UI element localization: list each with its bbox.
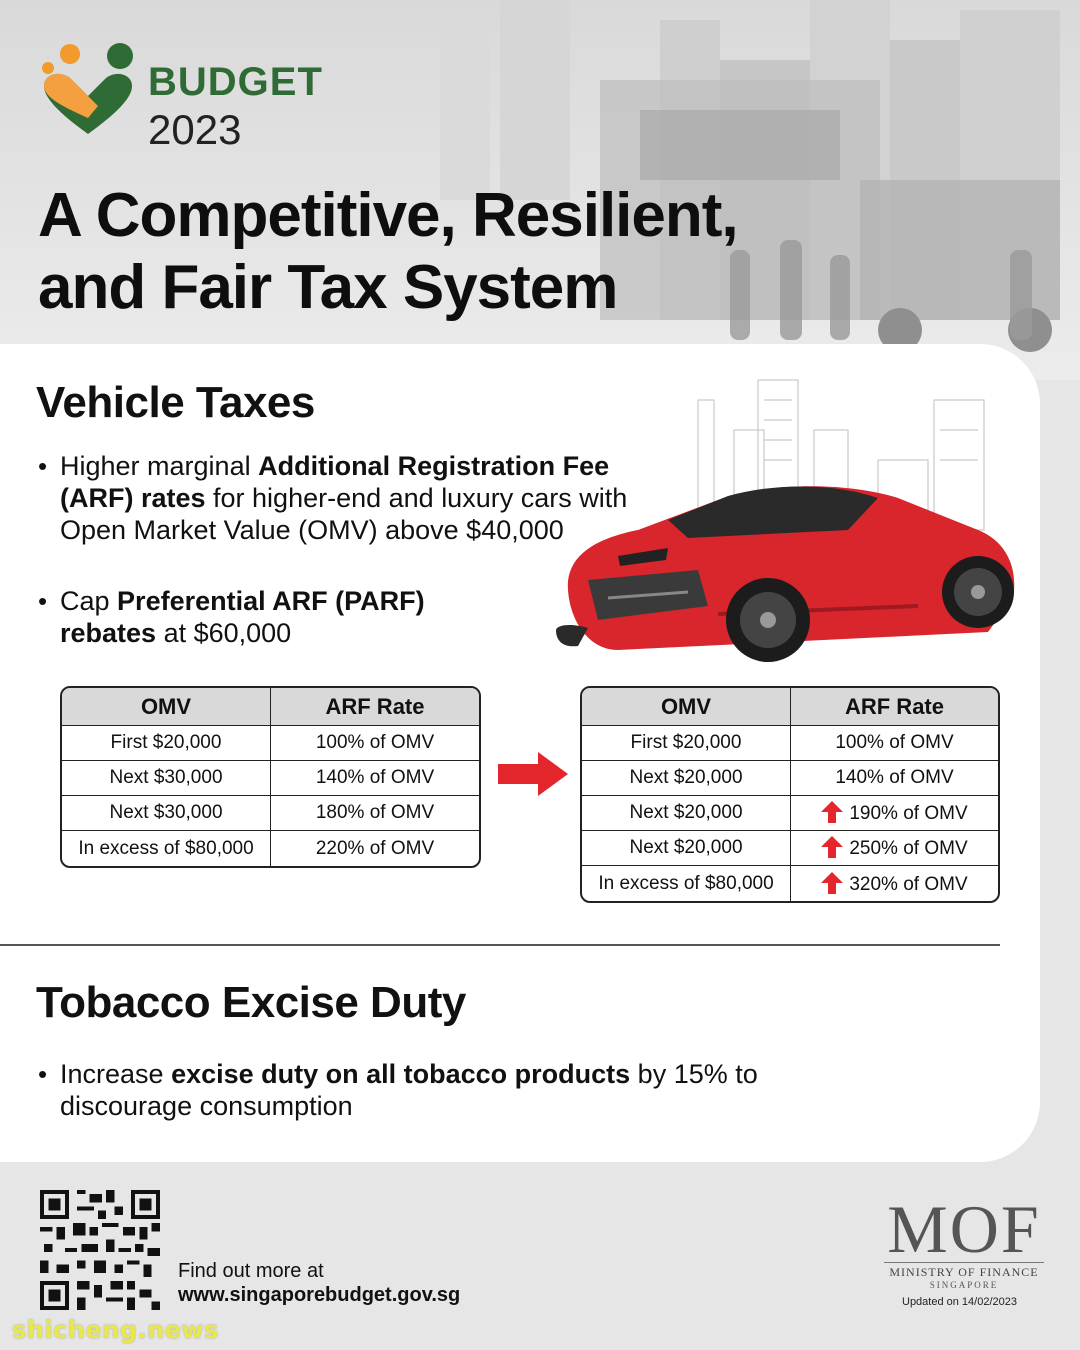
old-omv-cell: First $20,000 bbox=[62, 726, 271, 761]
bullet-text: Cap bbox=[60, 586, 118, 616]
old-rate-cell: 140% of OMV bbox=[271, 761, 479, 796]
budget-wordmark: BUDGET bbox=[148, 60, 323, 104]
new-omv-cell: First $20,000 bbox=[582, 726, 791, 761]
bullet-bold-text: excise duty on all tobacco products bbox=[171, 1059, 631, 1089]
table-row bbox=[582, 761, 998, 796]
table-row bbox=[62, 796, 479, 831]
new-table-header-rate: ARF Rate bbox=[791, 688, 998, 726]
page-title bbox=[38, 180, 858, 324]
bullet-bold-text: Additional Registration Fee (ARF) rates bbox=[60, 451, 610, 513]
title-line-2: and Fair Tax System bbox=[38, 253, 618, 322]
new-rate-cell: 140% of OMV bbox=[791, 761, 998, 796]
tobacco-bullet bbox=[38, 1058, 758, 1122]
new-rate-cell bbox=[791, 796, 998, 831]
section-divider bbox=[0, 944, 1000, 946]
bullet-text: Increase bbox=[60, 1059, 172, 1089]
mof-wordmark: MOF bbox=[887, 1191, 1041, 1267]
bullet-text: by 15% to discourage consumption bbox=[60, 1059, 758, 1121]
budget-year: 2023 bbox=[148, 106, 242, 153]
table-row bbox=[582, 831, 998, 866]
old-table-header-rate: ARF Rate bbox=[271, 688, 479, 726]
mof-country: SINGAPORE bbox=[929, 1280, 999, 1290]
new-table-header-omv: OMV bbox=[582, 688, 791, 726]
title-line-1: A Competitive, Resilient, bbox=[38, 181, 738, 250]
new-omv-cell: In excess of $80,000 bbox=[582, 866, 791, 901]
new-arf-table bbox=[580, 686, 1000, 903]
new-rate-cell bbox=[791, 866, 998, 901]
watermark: shicheng.news bbox=[12, 1316, 219, 1344]
red-arrow-up-icon bbox=[821, 801, 843, 823]
old-omv-cell: In excess of $80,000 bbox=[62, 831, 271, 866]
old-rate-cell: 100% of OMV bbox=[271, 726, 479, 761]
new-omv-cell: Next $20,000 bbox=[582, 831, 791, 866]
new-omv-cell: Next $20,000 bbox=[582, 761, 791, 796]
bullet-bold-text: Preferential ARF (PARF) rebates bbox=[60, 586, 425, 648]
old-rate-cell: 220% of OMV bbox=[315, 837, 435, 859]
table-row bbox=[582, 726, 998, 761]
bullet-text: at $60,000 bbox=[156, 618, 292, 648]
rate-text: 320% of OMV bbox=[849, 873, 968, 895]
rate-text: 190% of OMV bbox=[849, 803, 968, 824]
vehicle-bullet-parf bbox=[38, 585, 478, 649]
find-out-more-label: Find out more at bbox=[178, 1260, 324, 1282]
old-table-header-omv: OMV bbox=[62, 688, 271, 726]
qr-code[interactable] bbox=[40, 1190, 160, 1310]
mof-subtitle: MINISTRY OF FINANCE bbox=[884, 1262, 1044, 1280]
old-rate-cell: 180% of OMV bbox=[271, 796, 479, 831]
new-rate-cell: 100% of OMV bbox=[791, 726, 998, 761]
budget-heart-logo bbox=[38, 38, 138, 138]
mof-logo bbox=[884, 1191, 1044, 1290]
old-arf-table bbox=[60, 686, 481, 868]
table-row bbox=[582, 866, 998, 901]
bullet-text: for higher-end and luxury cars with Open Market Value (OMV) above $40,000 bbox=[60, 483, 628, 545]
old-omv-cell: Next $30,000 bbox=[62, 761, 271, 796]
website-link[interactable]: www.singaporebudget.gov.sg bbox=[178, 1284, 461, 1306]
red-sports-car-illustration bbox=[548, 370, 1028, 670]
new-omv-cell: Next $20,000 bbox=[582, 796, 791, 831]
old-omv-cell: Next $30,000 bbox=[62, 796, 271, 831]
bullet-text: Higher marginal bbox=[60, 451, 259, 481]
table-row bbox=[62, 726, 479, 761]
red-arrow-right-icon bbox=[498, 752, 568, 796]
tobacco-duty-title: Tobacco Excise Duty bbox=[36, 978, 466, 1027]
red-arrow-up-icon bbox=[821, 872, 843, 894]
vehicle-taxes-title: Vehicle Taxes bbox=[36, 378, 315, 427]
updated-date: Updated on 14/02/2023 bbox=[902, 1296, 1017, 1308]
table-row bbox=[582, 796, 998, 831]
red-arrow-up-icon bbox=[821, 836, 843, 858]
rate-text: 250% of OMV bbox=[849, 838, 968, 859]
table-row bbox=[62, 831, 479, 866]
new-rate-cell bbox=[791, 831, 998, 866]
table-row bbox=[62, 761, 479, 796]
